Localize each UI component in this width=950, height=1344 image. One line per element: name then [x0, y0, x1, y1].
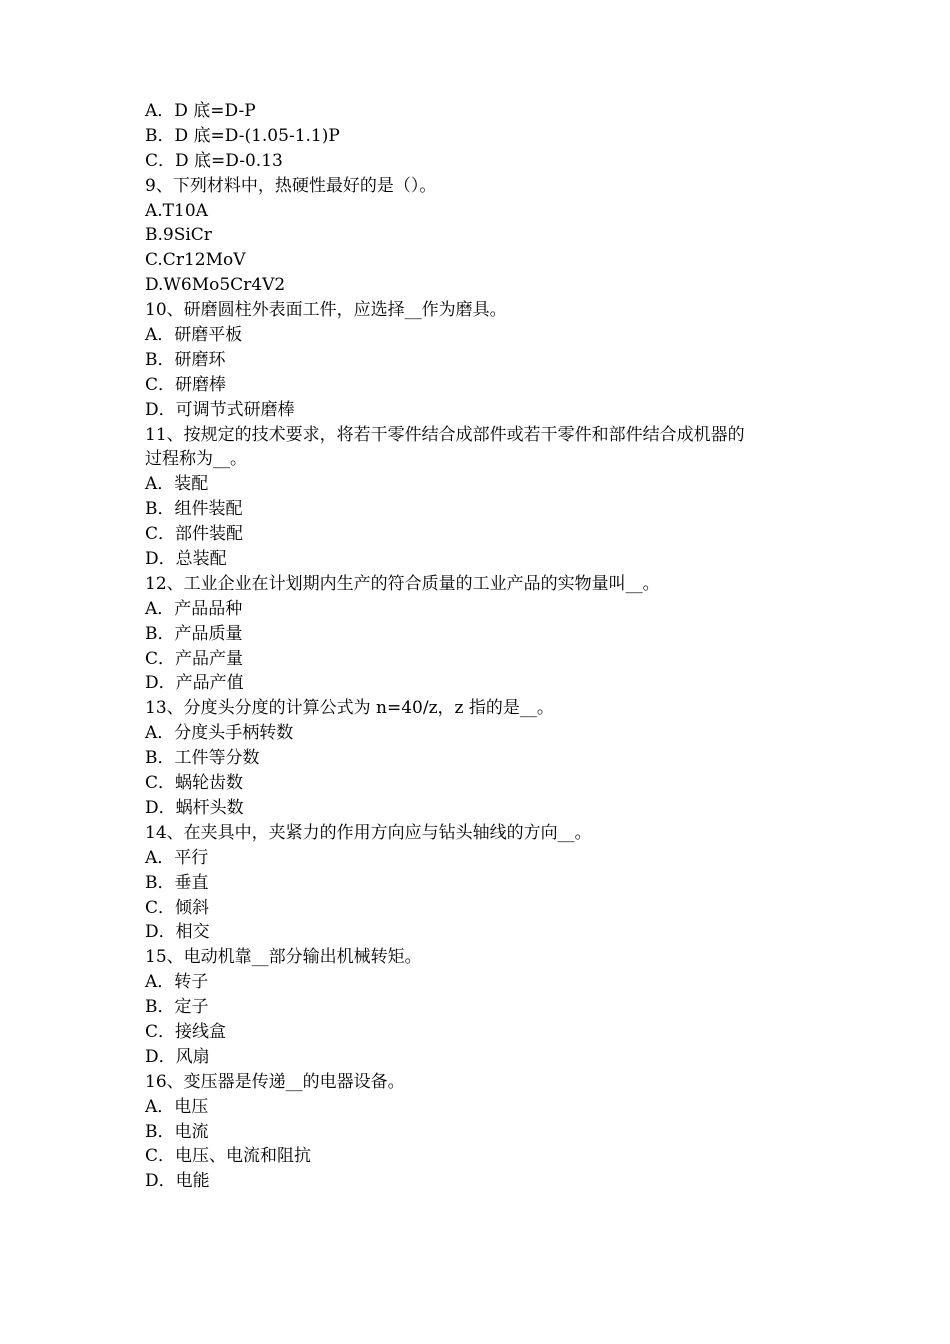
answer-option: B．D 底=D-(1.05-1.1)P — [145, 125, 340, 146]
answer-option: B．组件装配 — [145, 499, 243, 520]
answer-option: A．产品品种 — [145, 598, 243, 619]
answer-option: C．倾斜 — [145, 897, 210, 918]
answer-option: B．电流 — [145, 1121, 209, 1142]
question-12: 12、工业企业在计划期内生产的符合质量的工业产品的实物量叫__。 — [145, 573, 660, 594]
answer-option: A．平行 — [145, 847, 209, 868]
answer-option: B.9SiCr — [145, 225, 212, 246]
answer-option: D．产品产值 — [145, 673, 244, 694]
answer-option: C．蜗轮齿数 — [145, 773, 244, 794]
answer-option: A．D 底=D-P — [145, 101, 256, 121]
question-10: 10、研磨圆柱外表面工件，应选择__作为磨具。 — [145, 300, 507, 321]
answer-option: D．蜗杆头数 — [145, 797, 244, 818]
answer-option: C．电压、电流和阻抗 — [145, 1146, 312, 1167]
question-15: 15、电动机靠__部分输出机械转矩。 — [145, 947, 422, 968]
answer-option: A．装配 — [145, 474, 209, 495]
answer-option: B．垂直 — [145, 872, 209, 893]
question-9: 9、下列材料中，热硬性最好的是（）。 — [145, 175, 437, 196]
document-body — [145, 99, 825, 1194]
answer-option: C．研磨棒 — [145, 374, 227, 395]
answer-option: A．电压 — [145, 1096, 209, 1117]
answer-option: B．定子 — [145, 997, 209, 1018]
answer-option: C.Cr12MoV — [145, 250, 246, 271]
answer-option: A.T10A — [145, 200, 208, 221]
answer-option: A．转子 — [145, 972, 209, 993]
answer-option: D．电能 — [145, 1171, 210, 1192]
question-11-continued: 过程称为__。 — [145, 449, 247, 470]
answer-option: B．工件等分数 — [145, 748, 260, 769]
answer-option: B．研磨环 — [145, 349, 226, 370]
answer-option: C．D 底=D-0.13 — [145, 150, 283, 171]
answer-option: D．相交 — [145, 922, 210, 943]
answer-option: C．部件装配 — [145, 524, 244, 545]
answer-option: D．风扇 — [145, 1046, 210, 1067]
answer-option: C．接线盒 — [145, 1021, 227, 1042]
question-16: 16、变压器是传递__的电器设备。 — [145, 1071, 405, 1092]
answer-option: D．可调节式研磨棒 — [145, 399, 295, 420]
answer-option: D.W6Mo5Cr4V2 — [145, 275, 286, 296]
question-13: 13、分度头分度的计算公式为 n=40/z，z 指的是__。 — [145, 698, 554, 719]
answer-option: A．分度头手柄转数 — [145, 723, 294, 744]
answer-option: D．总装配 — [145, 549, 227, 570]
question-14: 14、在夹具中，夹紧力的作用方向应与钻头轴线的方向__。 — [145, 822, 592, 843]
answer-option: C．产品产量 — [145, 648, 244, 669]
answer-option: A．研磨平板 — [145, 325, 243, 346]
question-11: 11、按规定的技术要求，将若干零件结合成部件或若干零件和部件结合成机器的 — [145, 424, 745, 445]
answer-option: B．产品质量 — [145, 623, 243, 644]
